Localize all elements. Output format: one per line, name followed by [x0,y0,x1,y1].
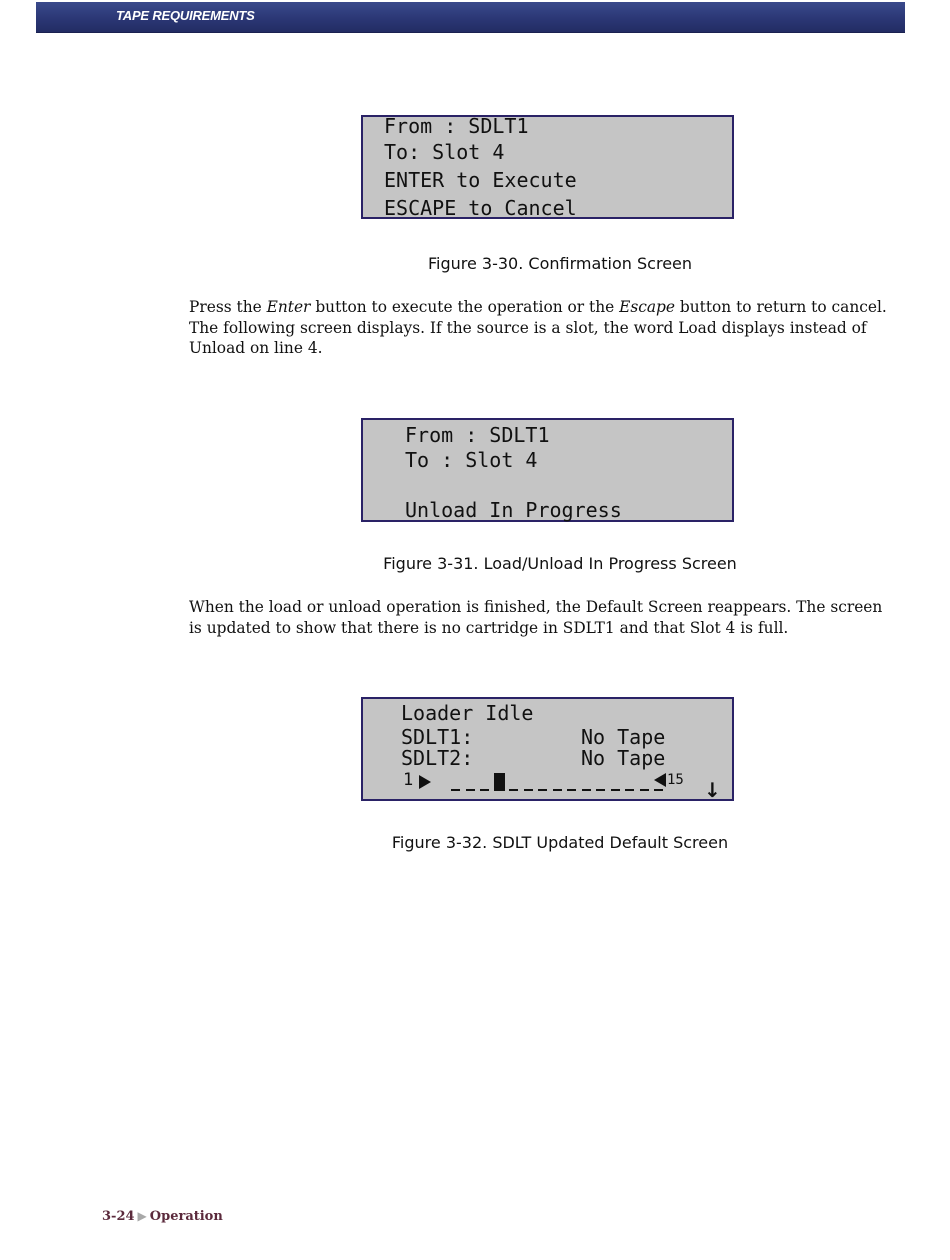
lcd-drive-1-status: No Tape [581,725,666,749]
left-arrow-icon [654,773,666,787]
slot-empty-marker [596,789,605,791]
lcd-line-1: From : SDLT1 [405,423,550,447]
paragraph-1-text-b: button to execute the operation or the [310,298,620,316]
down-arrow-icon: ↓ [704,778,721,802]
enter-button-term: Enter [266,298,311,316]
paragraph-2: When the load or unload operation is finished, the Default Screen reappears. The screen is updated to show that there is no cartridge in SDLT1 and that Slot 4 is full. [189,598,883,637]
figure-caption-3-30: Figure 3-30. Confirmation Screen [427,254,693,273]
paragraph-1-text-a: Press the [189,298,267,316]
slot-empty-marker [625,789,634,791]
lcd-line-4: Unload In Progress [405,498,622,522]
lcd-line-3: ENTER to Execute [384,168,577,192]
slot-empty-marker [611,789,620,791]
slot-empty-marker [567,789,576,791]
footer-arrow-icon: ▶ [137,1209,147,1223]
default-screen-display [361,697,734,801]
right-arrow-icon [419,775,431,789]
header-bar [36,2,905,33]
lcd-loader-status: Loader Idle [401,701,534,725]
figure-caption-3-32: Figure 3-32. SDLT Updated Default Screen [391,833,729,852]
slot-empty-marker [451,789,460,791]
lcd-line-1: From : SDLT1 [384,114,529,138]
progress-screen-display [361,418,734,522]
lcd-drive-1-label: SDLT1: [401,725,474,749]
escape-button-term: Escape [619,298,676,316]
paragraph-1 [189,297,894,359]
slot-empty-marker [538,789,547,791]
header-title: TAPE REQUIREMENTS [116,8,255,23]
lcd-line-2: To : Slot 4 [405,448,538,472]
slot-empty-marker [553,789,562,791]
confirmation-screen-display [361,115,734,219]
page-number: 3-24 [102,1209,135,1224]
lcd-line-4: ESCAPE to Cancel [384,196,577,220]
slot-end-number: 15 [667,772,684,788]
slot-empty-marker [524,789,533,791]
slot-full-marker [494,773,505,791]
slot-empty-marker [654,789,663,791]
slot-start-number: 1 [403,770,414,790]
slot-empty-marker [466,789,475,791]
slot-empty-marker [509,789,518,791]
section-name: Operation [149,1209,223,1224]
slot-empty-marker [640,789,649,791]
page-footer [102,1209,223,1224]
paragraph-1-text-c: button to return to cancel. The following screen displays. If the source is a slot, the word Load displays instead of Unload on line 4. [189,298,887,357]
slot-empty-marker [582,789,591,791]
lcd-drive-2-label: SDLT2: [401,746,474,770]
figure-caption-3-31: Figure 3-31. Load/Unload In Progress Screen [383,554,737,573]
lcd-drive-2-status: No Tape [581,746,666,770]
slot-empty-marker [480,789,489,791]
lcd-line-2: To: Slot 4 [384,140,505,164]
